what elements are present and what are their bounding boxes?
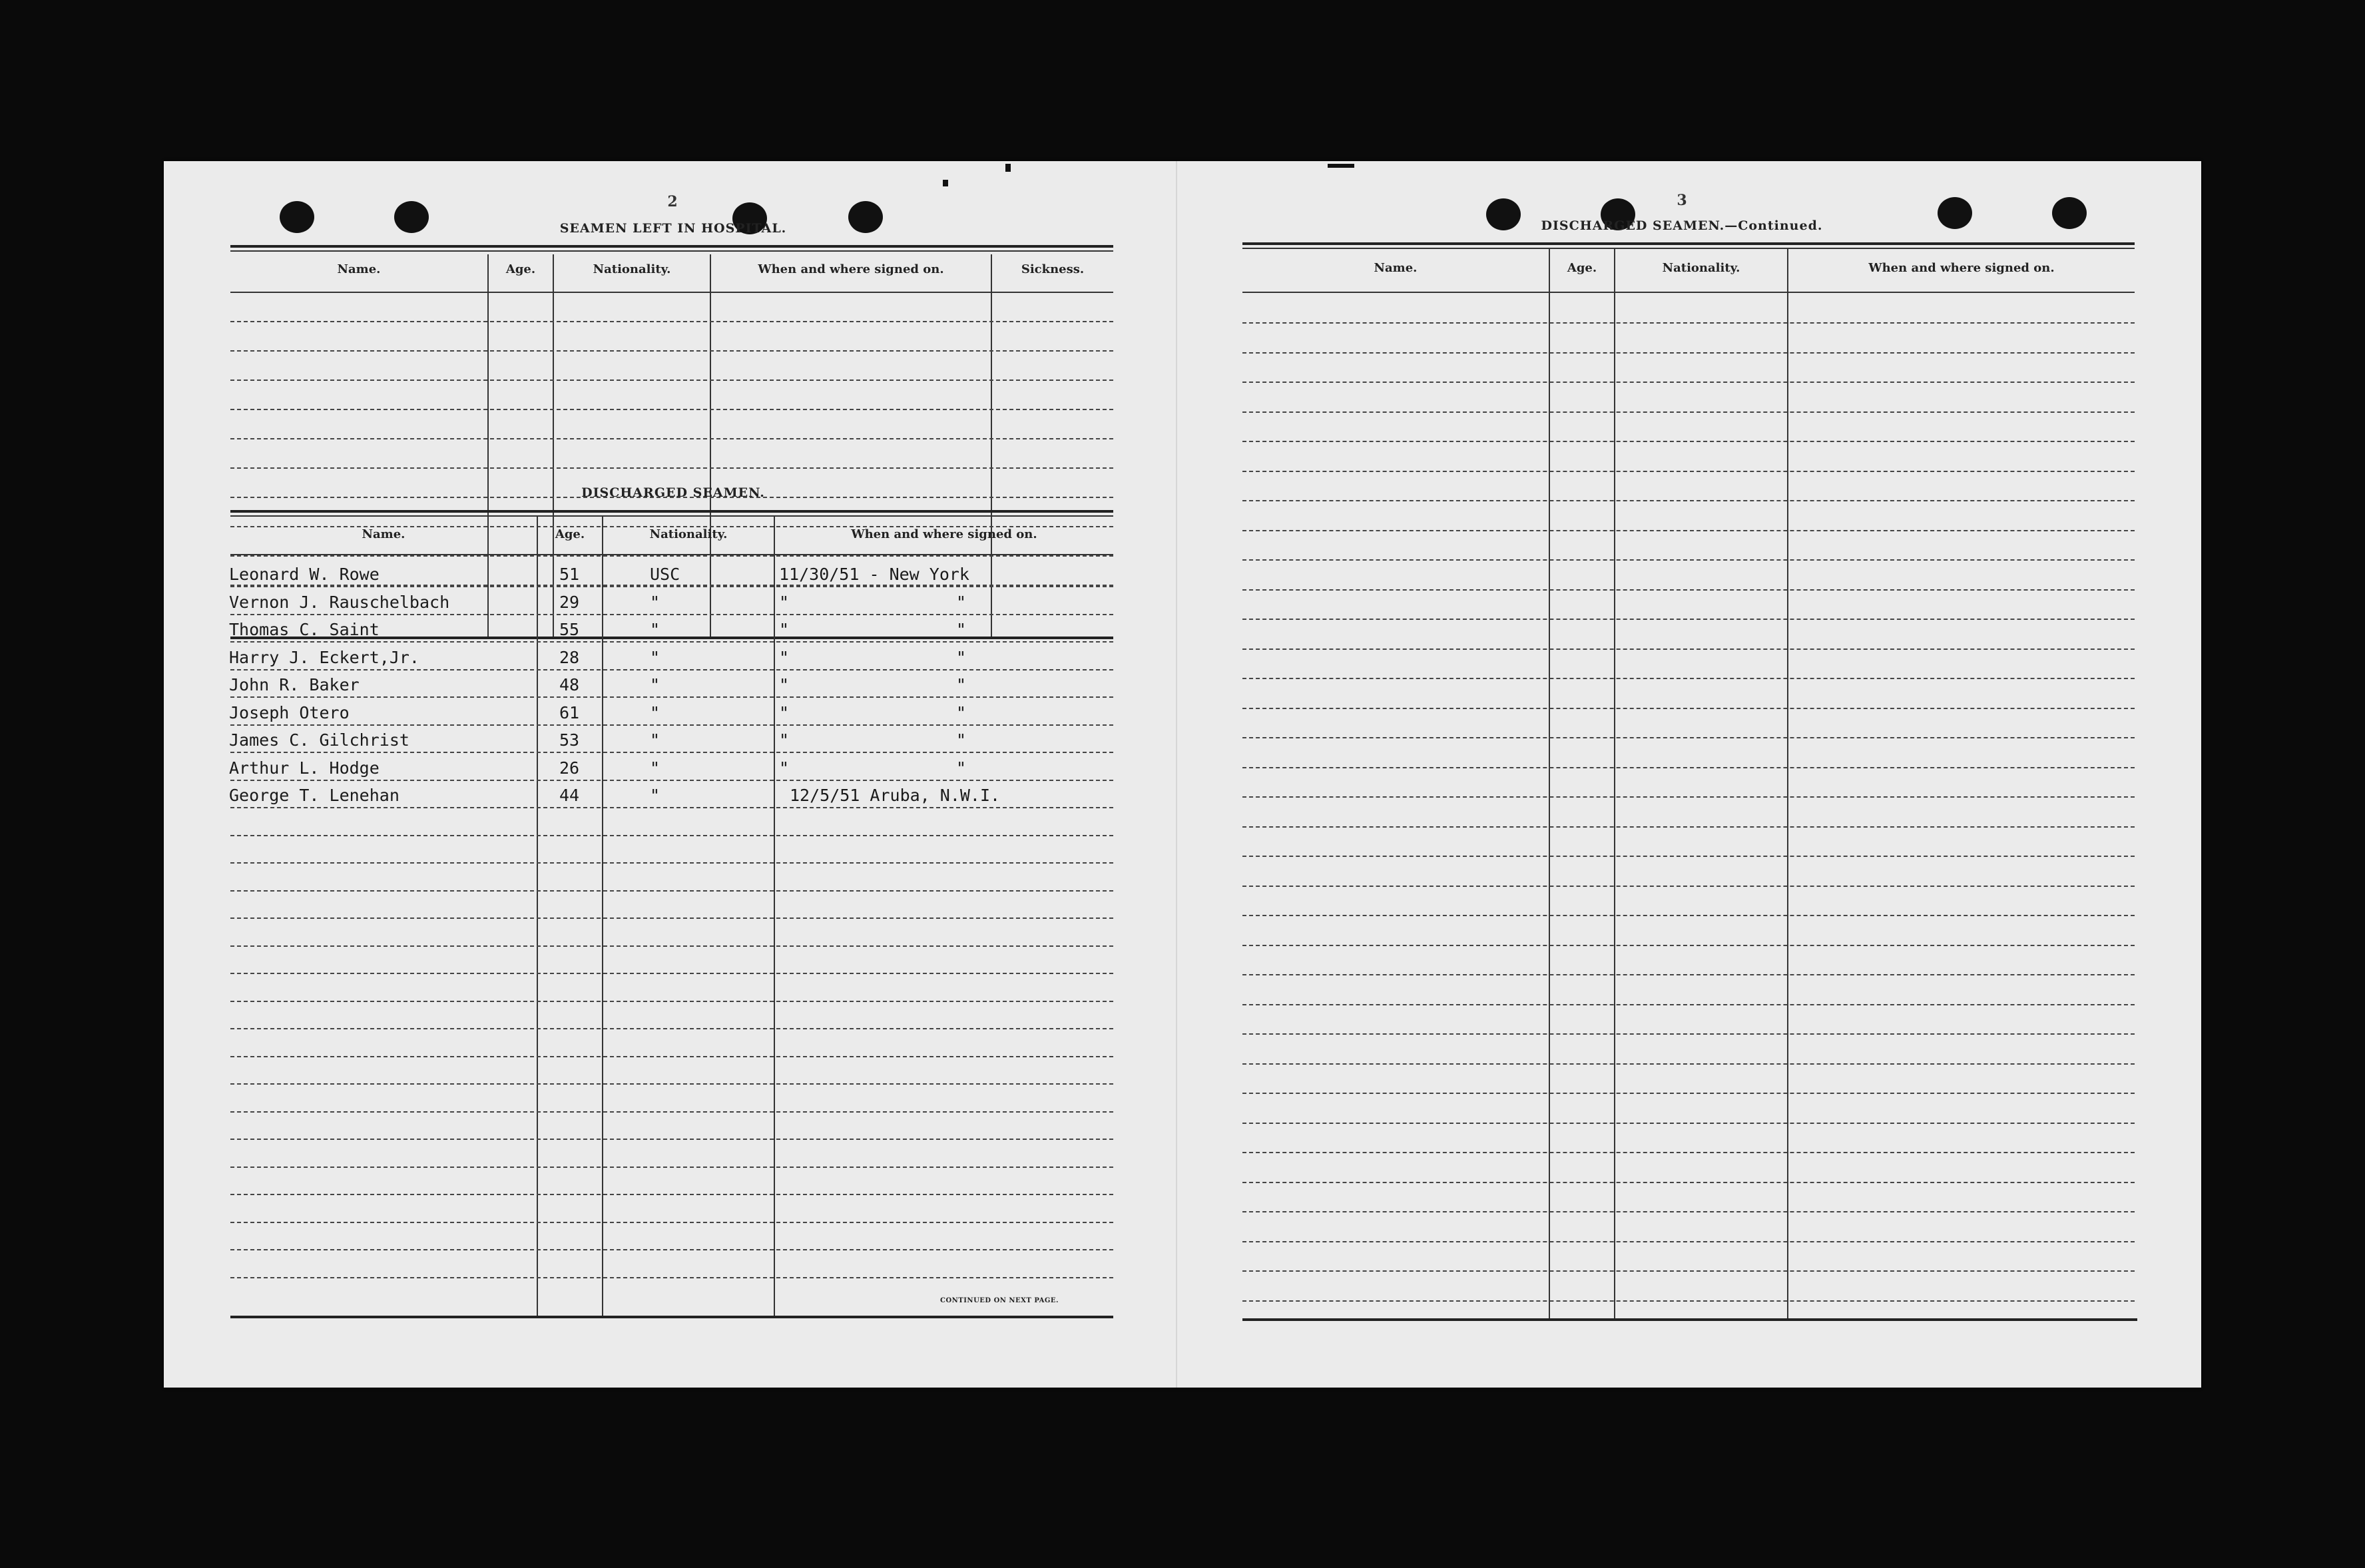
dotted-line <box>230 945 1113 947</box>
hospital-header-age: Age. <box>505 262 536 276</box>
row-nationality: " <box>650 758 660 778</box>
right-section-title: DISCHARGED SEAMEN.—Continued. <box>1541 218 1823 233</box>
row-nationality: " <box>650 647 660 667</box>
dotted-line <box>1242 1182 2135 1183</box>
hospital-top-rule-2 <box>230 250 1113 252</box>
dotted-line <box>230 1083 1113 1085</box>
right-col-divider <box>1614 249 1615 1318</box>
hospital-col-divider <box>991 254 992 637</box>
dotted-line <box>230 1194 1113 1195</box>
dotted-line <box>230 696 1113 698</box>
row-age: 26 <box>559 758 580 778</box>
dotted-line <box>230 1056 1113 1057</box>
dotted-line <box>230 890 1113 892</box>
row-nationality: " <box>650 702 660 722</box>
row-age: 55 <box>559 620 580 639</box>
row-signed-place: " <box>956 620 967 639</box>
dotted-line <box>1242 767 2135 768</box>
scan-speck <box>1328 164 1354 168</box>
right-header-name: Name. <box>1374 261 1418 275</box>
dotted-line <box>1242 1270 2135 1272</box>
row-signed-date: " <box>779 675 790 694</box>
dotted-line <box>1242 1033 2135 1035</box>
dotted-line <box>1242 589 2135 591</box>
row-age: 48 <box>559 675 580 694</box>
scan-speck <box>943 180 948 186</box>
discharged-top-rule <box>230 510 1113 513</box>
row-signed-place: " <box>956 647 967 667</box>
right-top-rule <box>1242 242 2135 245</box>
row-signed-place: " <box>956 730 967 750</box>
dotted-line <box>1242 559 2135 561</box>
row-age: 29 <box>559 592 580 612</box>
dotted-line <box>1242 737 2135 738</box>
dotted-line <box>230 862 1113 864</box>
punch-hole <box>1486 198 1521 230</box>
hospital-col-divider <box>710 254 711 637</box>
discharged-header-age: Age. <box>555 527 585 541</box>
dotted-line <box>1242 530 2135 531</box>
right-bottom-rule <box>1242 1318 2137 1321</box>
dotted-line <box>230 1249 1113 1250</box>
dotted-line <box>1242 678 2135 679</box>
right-col-divider <box>1549 249 1550 1318</box>
dotted-line <box>230 1139 1113 1140</box>
discharged-top-rule-2 <box>230 515 1113 517</box>
row-nationality: " <box>650 786 660 805</box>
row-signed-date: " <box>779 647 790 667</box>
discharged-col-divider <box>602 517 603 1316</box>
dotted-line <box>1242 856 2135 857</box>
dotted-line <box>1242 441 2135 442</box>
hospital-top-rule <box>230 245 1113 248</box>
dotted-line <box>1242 500 2135 501</box>
row-signed-place: " <box>956 592 967 612</box>
dotted-line <box>230 835 1113 836</box>
dotted-line <box>1242 1093 2135 1094</box>
dotted-line <box>1242 1152 2135 1153</box>
dotted-line <box>1242 1123 2135 1124</box>
row-signed-date: 12/5/51 Aruba, N.W.I. <box>790 786 1001 805</box>
dotted-line <box>1242 1004 2135 1005</box>
row-age: 53 <box>559 730 580 750</box>
row-name: James C. Gilchrist <box>229 730 409 750</box>
dotted-line <box>1242 886 2135 887</box>
row-age: 44 <box>559 786 580 805</box>
continued-note: CONTINUED ON NEXT PAGE. <box>940 1297 1059 1304</box>
hospital-col-divider <box>553 254 554 637</box>
row-name: George T. Lenehan <box>229 786 399 805</box>
dotted-line <box>1242 945 2135 946</box>
hospital-header-sickness: Sickness. <box>1021 262 1085 276</box>
row-nationality: " <box>650 620 660 639</box>
row-signed-date: " <box>779 730 790 750</box>
row-nationality: " <box>650 592 660 612</box>
row-age: 28 <box>559 647 580 667</box>
dotted-line <box>230 917 1113 919</box>
punch-hole <box>1938 197 1972 229</box>
dotted-line <box>230 724 1113 726</box>
row-name: John R. Baker <box>229 675 360 694</box>
row-nationality: " <box>650 675 660 694</box>
row-signed-place: " <box>956 675 967 694</box>
dotted-line <box>230 614 1113 615</box>
dotted-line <box>1242 382 2135 383</box>
right-header-signed-on: When and where signed on. <box>1868 261 2055 275</box>
row-nationality: " <box>650 730 660 750</box>
discharged-section-title: DISCHARGED SEAMEN. <box>581 485 765 500</box>
row-name: Joseph Otero <box>229 702 350 722</box>
right-page-number: 3 <box>1677 192 1687 209</box>
dotted-line <box>1242 708 2135 709</box>
row-name: Harry J. Eckert,Jr. <box>229 647 419 667</box>
hospital-section-title: SEAMEN LEFT IN HOSPITAL. <box>559 221 787 236</box>
row-signed-date: " <box>779 758 790 778</box>
punch-hole <box>280 201 314 233</box>
dotted-line <box>1242 796 2135 798</box>
dotted-line <box>230 669 1113 670</box>
dotted-line <box>1242 411 2135 413</box>
discharged-bottom-rule <box>230 1316 1113 1318</box>
dotted-line <box>1242 471 2135 472</box>
dotted-line <box>230 1001 1113 1002</box>
dotted-line <box>1242 322 2135 324</box>
dotted-line <box>1242 649 2135 650</box>
row-signed-place: " <box>956 702 967 722</box>
dotted-line <box>230 555 1113 557</box>
left-page-number: 2 <box>667 193 678 210</box>
hospital-header-name: Name. <box>337 262 381 276</box>
dotted-line <box>1242 826 2135 828</box>
dotted-line <box>230 807 1113 808</box>
center-fold <box>1176 161 1177 1388</box>
row-name: Arthur L. Hodge <box>229 758 380 778</box>
dotted-line <box>1242 1211 2135 1212</box>
dotted-line <box>230 780 1113 781</box>
right-col-divider <box>1787 249 1788 1318</box>
row-signed-date: " <box>779 702 790 722</box>
dotted-line <box>230 350 1113 352</box>
right-top-rule-2 <box>1242 248 2135 249</box>
dotted-line <box>230 467 1113 469</box>
hospital-header-nationality: Nationality. <box>593 262 671 276</box>
dotted-line <box>230 752 1113 753</box>
row-nationality: USC <box>650 565 680 584</box>
discharged-header-rule <box>230 554 1113 555</box>
dotted-line <box>230 409 1113 410</box>
row-signed-place: " <box>956 758 967 778</box>
discharged-col-divider <box>774 517 775 1316</box>
dotted-line <box>1242 352 2135 354</box>
punch-hole <box>2052 197 2087 229</box>
row-name: Thomas C. Saint <box>229 620 380 639</box>
row-signed-date: 11/30/51 - New York <box>779 565 969 584</box>
punch-hole <box>394 201 429 233</box>
dotted-line <box>230 1167 1113 1168</box>
punch-hole <box>848 201 883 233</box>
row-signed-date: " <box>779 620 790 639</box>
dotted-line <box>230 438 1113 439</box>
dotted-line <box>230 1111 1113 1113</box>
right-header-rule <box>1242 292 2135 293</box>
dotted-line <box>1242 1063 2135 1065</box>
dotted-line <box>230 321 1113 322</box>
discharged-header-name: Name. <box>362 527 405 541</box>
discharged-col-divider <box>537 517 538 1316</box>
document-sheet <box>164 161 2201 1388</box>
dotted-line <box>230 586 1113 587</box>
row-signed-date: " <box>779 592 790 612</box>
discharged-header-nationality: Nationality. <box>649 527 728 541</box>
dotted-line <box>1242 915 2135 916</box>
dotted-line <box>230 1028 1113 1029</box>
discharged-header-signed-on: When and where signed on. <box>851 527 1037 541</box>
dotted-line <box>230 1222 1113 1223</box>
dotted-line <box>230 641 1113 643</box>
dotted-line <box>230 1277 1113 1278</box>
hospital-header-rule <box>230 292 1113 293</box>
dotted-line <box>1242 1300 2135 1302</box>
dotted-line <box>1242 974 2135 975</box>
dotted-line <box>230 973 1113 974</box>
dotted-line <box>1242 619 2135 620</box>
row-name: Leonard W. Rowe <box>229 565 380 584</box>
right-header-age: Age. <box>1567 261 1597 275</box>
hospital-header-signed-on: When and where signed on. <box>758 262 944 276</box>
row-age: 51 <box>559 565 580 584</box>
right-header-nationality: Nationality. <box>1662 261 1740 275</box>
row-name: Vernon J. Rauschelbach <box>229 592 450 612</box>
row-age: 61 <box>559 702 580 722</box>
dotted-line <box>230 380 1113 381</box>
dotted-line <box>1242 1241 2135 1242</box>
hospital-col-divider <box>487 254 489 637</box>
scan-speck <box>1005 164 1011 172</box>
